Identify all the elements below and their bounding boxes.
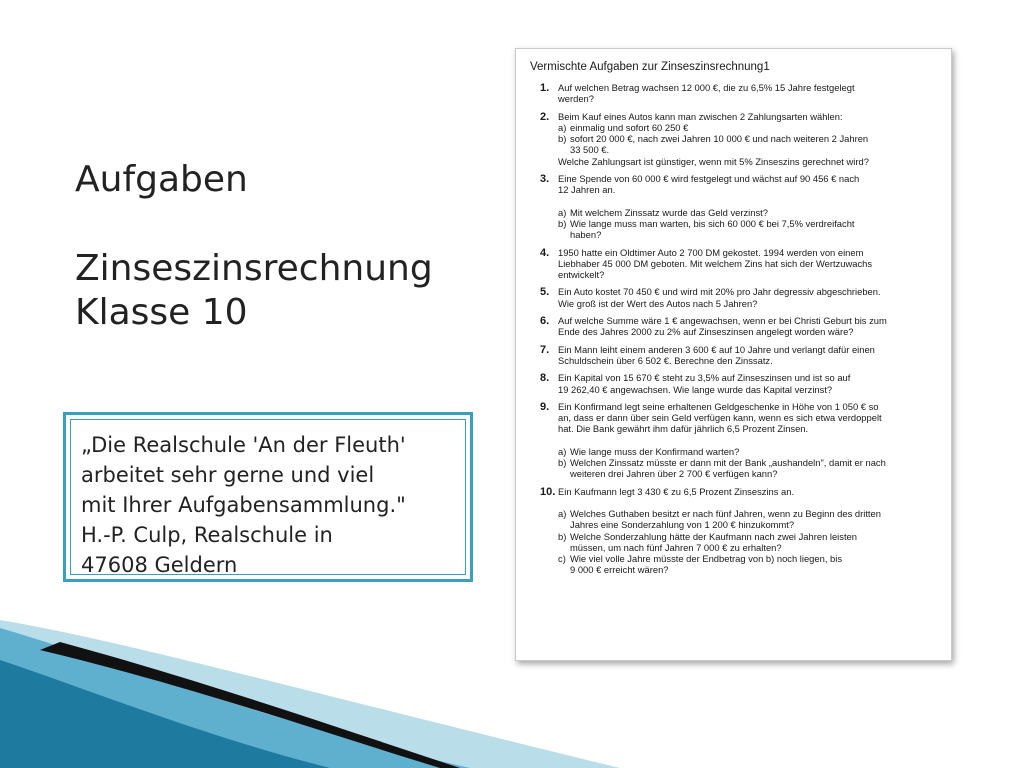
subitem-text-line: weiteren drei Jahren über 2 700 € verfügen kann? (570, 468, 778, 480)
worksheet-task (530, 247, 941, 281)
task-body (558, 286, 941, 309)
task-text-line: 12 Jahren an. (558, 184, 616, 196)
worksheet-title: Vermischte Aufgaben zur Zinseszinsrechnung1 (530, 61, 770, 73)
quote-inner (70, 419, 466, 575)
task-number: 1. (540, 82, 550, 94)
worksheet-task (530, 344, 941, 367)
task-body (558, 344, 941, 367)
task-text-line: hat. Die Bank gewährt ihm dafür jährlich 6,5 Prozent Zinsen. (558, 423, 809, 435)
subitem-label: b) (558, 133, 567, 145)
task-text-line: Ein Mann leiht einem anderen 3 600 € auf 10 Jahre und verlangt dafür einen (558, 343, 875, 355)
subitem-text-line: 9 000 € erreicht wären? (570, 564, 669, 576)
task-text-line: 1950 hatte ein Oldtimer Auto 2 700 DM gekostet. 1994 werden von einem (558, 246, 864, 258)
worksheet-task (530, 401, 941, 480)
subitem-text-line: sofort 20 000 €, nach zwei Jahren 10 000 € und nach weiteren 2 Jahren (570, 133, 869, 145)
subitem-label: b) (558, 217, 567, 229)
task-number: 8. (540, 372, 550, 385)
worksheet-task (530, 315, 941, 338)
task-body (558, 247, 941, 281)
task-body (558, 401, 941, 480)
task-text-line: Eine Spende von 60 000 € wird festgelegt und wächst auf 90 456 € nach (558, 173, 860, 185)
subitem-text-line: Welches Guthaben besitzt er nach fünf Jahren, wenn zu Beginn des dritten (570, 507, 881, 519)
task-subitem (558, 508, 941, 531)
task-text-line: Ein Kapital von 15 670 € steht zu 3,5% auf Zinseszinsen und ist so auf (558, 372, 851, 384)
task-subitem (558, 122, 941, 133)
task-number: 2. (540, 110, 550, 123)
quote-box (63, 412, 473, 582)
subitem-label: a) (558, 121, 567, 133)
worksheet-image (515, 48, 952, 661)
decorative-swoosh (0, 620, 620, 768)
task-number: 3. (540, 173, 550, 186)
task-text-line: Auf welche Summe wäre 1 € angewachsen, wenn er bei Christi Geburt bis zum (558, 315, 887, 327)
subitem-text-line: Welchen Zinssatz müsste er dann mit der Bank „aushandeln", damit er nach (570, 457, 886, 469)
task-subitem (558, 207, 941, 218)
task-subitem (558, 553, 941, 576)
task-text-line: an, dass er dann über sein Geld verfügen kann, wenn es sich etwa verdoppelt (558, 412, 882, 424)
subitem-text-line: Welche Sonderzahlung hätte der Kaufmann nach zwei Jahren leisten (570, 530, 857, 542)
task-text-line: Schuldschein über 6 502 €. Berechne den Zinssatz. (558, 354, 773, 366)
task-text-line: Ein Kaufmann legt 3 430 € zu 6,5 Prozent Zinseszins an. (558, 485, 795, 497)
worksheet-task-list (530, 82, 941, 576)
quote-line-5: 47608 Geldern (81, 553, 238, 577)
worksheet-task (530, 372, 941, 395)
subitem-text-line: Mit welchem Zinssatz wurde das Geld verzinst? (570, 206, 768, 218)
subitem-text-line: einmalig und sofort 60 250 € (570, 121, 689, 133)
task-body (558, 82, 941, 105)
task-body (558, 486, 941, 576)
worksheet-task (530, 286, 941, 309)
subitem-label: a) (558, 206, 567, 218)
slide-grade-label: Klasse 10 (75, 292, 248, 333)
subitem-text-line: Wie lange muss man warten, bis sich 60 000 € bei 7,5% verdreifacht (570, 217, 855, 229)
quote-line-4: H.-P. Culp, Realschule in (81, 523, 333, 547)
subitem-text-line: Wie lange muss der Konfirmand warten? (570, 445, 740, 457)
task-subitem (558, 133, 941, 156)
subitem-text-line: Wie viel volle Jahre müsste der Endbetrag von b) noch liegen, bis (570, 553, 843, 565)
worksheet-task (530, 82, 941, 105)
task-text-line: 19 262,40 € angewachsen. Wie lange wurde das Kapital verzinst? (558, 383, 833, 395)
task-subitem (558, 218, 941, 241)
quote-line-3: mit Ihrer Aufgabensammlung." (81, 493, 406, 517)
task-text-line: Ein Auto kostet 70 450 € und wird mit 20% pro Jahr degressiv abgeschrieben. (558, 286, 881, 298)
task-body (558, 173, 941, 240)
slide-subtitle: Zinseszinsrechnung (75, 248, 433, 289)
task-subitem (558, 446, 941, 457)
task-number: 10. (540, 485, 556, 498)
task-text-line: Welche Zahlungsart ist günstiger, wenn mit 5% Zinseszins gerechnet wird? (558, 155, 869, 167)
subitem-text-line: Jahres eine Sonderzahlung von 1 200 € hinzukommt? (570, 519, 795, 531)
task-body (558, 315, 941, 338)
task-text-line: Auf welchen Betrag wachsen 12 000 €, die zu 6,5% 15 Jahre festgelegt (558, 82, 855, 93)
task-text-line: Ende des Jahres 2000 zu 2% auf Zinseszinsen angelegt worden wäre? (558, 326, 854, 338)
subitem-label: a) (558, 507, 567, 519)
task-body (558, 111, 941, 167)
worksheet-task (530, 486, 941, 576)
task-number: 4. (540, 246, 550, 259)
task-body (558, 372, 941, 395)
task-text-line: entwickelt? (558, 269, 605, 281)
worksheet-task (530, 111, 941, 167)
task-text-line: Ein Konfirmand legt seine erhaltenen Geldgeschenke in Höhe von 1 050 € so (558, 400, 879, 412)
task-text-line: Wie groß ist der Wert des Autos nach 5 Jahren? (558, 297, 758, 309)
task-number: 9. (540, 400, 550, 413)
slide-title-block (75, 158, 433, 335)
worksheet-task (530, 173, 941, 240)
task-text-line: Beim Kauf eines Autos kann man zwischen 2 Zahlungsarten wählen: (558, 110, 843, 122)
subitem-label: c) (558, 553, 566, 565)
task-subitem (558, 531, 941, 554)
slide-title: Aufgaben (75, 159, 248, 200)
subitem-text-line: 33 500 €. (570, 144, 610, 156)
subitem-label: b) (558, 530, 567, 542)
subitem-text-line: müssen, um nach fünf Jahren 7 000 € zu erhalten? (570, 541, 782, 553)
task-number: 7. (540, 343, 550, 356)
subitem-text-line: haben? (570, 229, 602, 241)
subitem-label: a) (558, 445, 567, 457)
quote-line-1: „Die Realschule 'An der Fleuth' (81, 433, 406, 457)
task-number: 5. (540, 286, 550, 299)
task-number: 6. (540, 315, 550, 328)
quote-line-2: arbeitet sehr gerne und viel (81, 463, 375, 487)
task-subitem (558, 457, 941, 480)
subitem-label: b) (558, 457, 567, 469)
task-text-line: Liebhaber 45 000 DM geboten. Mit welchem Zins hat sich der Wertzuwachs (558, 257, 873, 269)
task-text-line: werden? (558, 93, 594, 105)
